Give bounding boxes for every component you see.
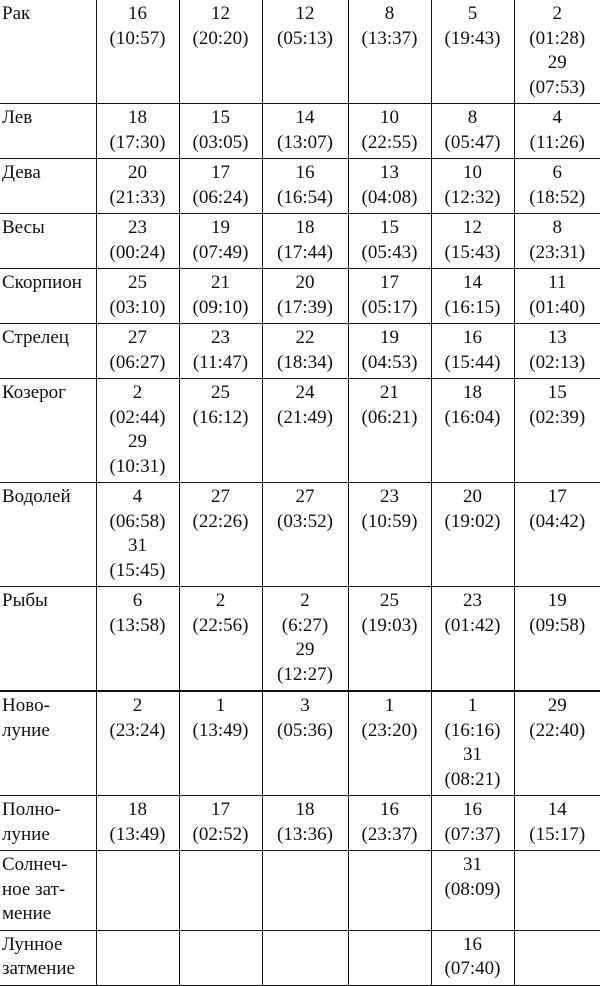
table-row <box>0 587 600 692</box>
table-cell: 14 (13:07) <box>262 104 348 159</box>
table-cell <box>514 930 600 985</box>
table-cell: 1 (16:16) 31 (08:21) <box>431 691 514 796</box>
table-row <box>0 930 600 985</box>
table-cell: 3 (05:36) <box>262 691 348 796</box>
table-cell: 15 (05:43) <box>348 214 431 269</box>
table-cell: 20 (19:02) <box>431 483 514 587</box>
row-label: Стрелец <box>0 324 96 379</box>
table-cell: 16 (15:44) <box>431 324 514 379</box>
table-cell: 15 (02:39) <box>514 379 600 483</box>
table-cell <box>96 851 179 931</box>
table-cell: 15 (03:05) <box>179 104 262 159</box>
table-cell: 27 (06:27) <box>96 324 179 379</box>
table-cell: 19 (04:53) <box>348 324 431 379</box>
table-cell: 25 (16:12) <box>179 379 262 483</box>
table-cell: 25 (19:03) <box>348 587 431 692</box>
table-cell: 6 (18:52) <box>514 159 600 214</box>
table-cell: 13 (04:08) <box>348 159 431 214</box>
table-cell: 10 (12:32) <box>431 159 514 214</box>
table-row <box>0 851 600 931</box>
table-cell: 18 (13:36) <box>262 796 348 851</box>
table-cell: 4 (11:26) <box>514 104 600 159</box>
row-label: Рыбы <box>0 587 96 692</box>
table-cell: 1 (23:20) <box>348 691 431 796</box>
row-label: Ново- луние <box>0 691 96 796</box>
table-cell: 17 (02:52) <box>179 796 262 851</box>
table-cell: 2 (6:27) 29 (12:27) <box>262 587 348 692</box>
table-cell: 22 (18:34) <box>262 324 348 379</box>
table-cell: 16 (07:37) <box>431 796 514 851</box>
table-cell: 12 (05:13) <box>262 0 348 104</box>
table-cell: 16 (23:37) <box>348 796 431 851</box>
table-cell: 18 (17:44) <box>262 214 348 269</box>
table-cell: 6 (13:58) <box>96 587 179 692</box>
table-cell: 2 (02:44) 29 (10:31) <box>96 379 179 483</box>
table-row <box>0 324 600 379</box>
table-cell: 12 (15:43) <box>431 214 514 269</box>
table-cell <box>96 930 179 985</box>
table-cell: 14 (16:15) <box>431 269 514 324</box>
table-cell: 2 (22:56) <box>179 587 262 692</box>
table-cell: 23 (10:59) <box>348 483 431 587</box>
table-row <box>0 796 600 851</box>
table-cell: 31 (08:09) <box>431 851 514 931</box>
table-cell: 2 (23:24) <box>96 691 179 796</box>
table-cell: 11 (01:40) <box>514 269 600 324</box>
table-cell: 23 (11:47) <box>179 324 262 379</box>
table-cell: 4 (06:58) 31 (15:45) <box>96 483 179 587</box>
table-row <box>0 691 600 796</box>
table-cell <box>348 930 431 985</box>
table-cell: 17 (05:17) <box>348 269 431 324</box>
row-label: Дева <box>0 159 96 214</box>
table-row <box>0 483 600 587</box>
row-label: Весы <box>0 214 96 269</box>
table-cell: 18 (17:30) <box>96 104 179 159</box>
row-label: Водолей <box>0 483 96 587</box>
table-cell: 29 (22:40) <box>514 691 600 796</box>
table-cell: 21 (06:21) <box>348 379 431 483</box>
table-cell: 13 (02:13) <box>514 324 600 379</box>
table-cell: 18 (16:04) <box>431 379 514 483</box>
table-cell: 16 (07:40) <box>431 930 514 985</box>
table-cell: 25 (03:10) <box>96 269 179 324</box>
table-cell <box>514 851 600 931</box>
table-row <box>0 379 600 483</box>
table-cell: 5 (19:43) <box>431 0 514 104</box>
table-cell: 12 (20:20) <box>179 0 262 104</box>
table-cell: 16 (10:57) <box>96 0 179 104</box>
row-label: Лунное затмение <box>0 930 96 985</box>
table-cell <box>348 851 431 931</box>
table-cell <box>262 851 348 931</box>
table-cell: 2 (01:28) 29 (07:53) <box>514 0 600 104</box>
table-cell: 1 (13:49) <box>179 691 262 796</box>
row-label: Козерог <box>0 379 96 483</box>
table-cell: 8 (05:47) <box>431 104 514 159</box>
table-row <box>0 214 600 269</box>
table-cell: 8 (23:31) <box>514 214 600 269</box>
table-row <box>0 269 600 324</box>
row-label: Солнеч- ное зат- мение <box>0 851 96 931</box>
table-cell <box>179 930 262 985</box>
table-cell: 19 (07:49) <box>179 214 262 269</box>
table-cell: 27 (03:52) <box>262 483 348 587</box>
table-cell: 14 (15:17) <box>514 796 600 851</box>
table-cell: 16 (16:54) <box>262 159 348 214</box>
table-cell: 8 (13:37) <box>348 0 431 104</box>
table-cell: 20 (17:39) <box>262 269 348 324</box>
table-cell: 23 (01:42) <box>431 587 514 692</box>
row-label: Скорпион <box>0 269 96 324</box>
table-cell: 17 (06:24) <box>179 159 262 214</box>
table-cell: 21 (09:10) <box>179 269 262 324</box>
table-cell: 23 (00:24) <box>96 214 179 269</box>
table-cell: 19 (09:58) <box>514 587 600 692</box>
table-cell: 24 (21:49) <box>262 379 348 483</box>
row-label: Лев <box>0 104 96 159</box>
table-row <box>0 159 600 214</box>
row-label: Полно- луние <box>0 796 96 851</box>
table-row <box>0 104 600 159</box>
table-cell: 17 (04:42) <box>514 483 600 587</box>
table-cell: 10 (22:55) <box>348 104 431 159</box>
table-cell: 20 (21:33) <box>96 159 179 214</box>
table-row <box>0 0 600 104</box>
table-cell <box>262 930 348 985</box>
table-cell <box>179 851 262 931</box>
table-cell: 27 (22:26) <box>179 483 262 587</box>
row-label: Рак <box>0 0 96 104</box>
table-cell: 18 (13:49) <box>96 796 179 851</box>
